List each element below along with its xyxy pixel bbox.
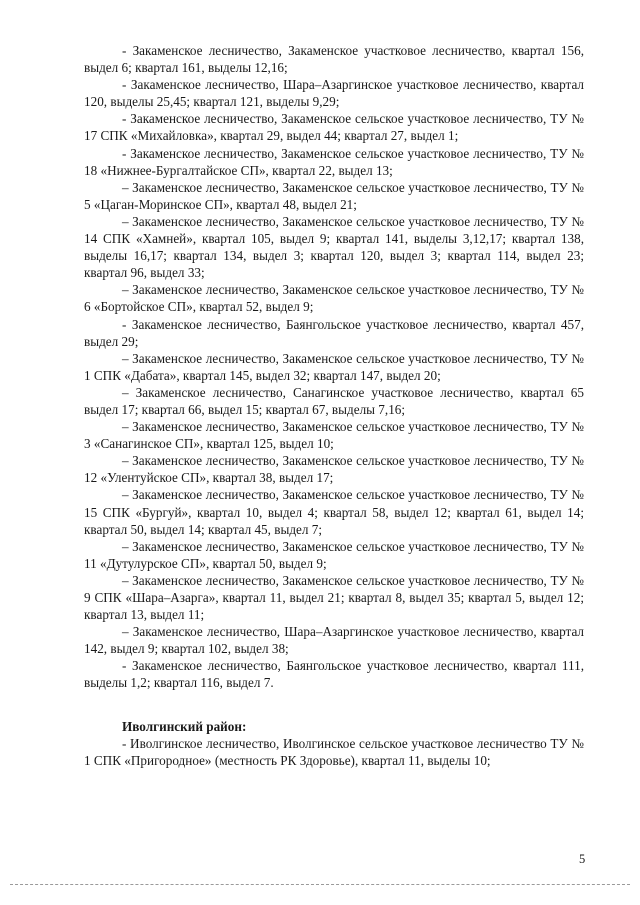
list-item: – Закаменское лесничество, Закаменское сельское участковое лесничество, ТУ № 11 «Дутулурское СП», квартал 50, выдел 9; bbox=[84, 538, 584, 571]
list-item: – Закаменское лесничество, Закаменское сельское участковое лесничество, ТУ № 12 «Улентуйское СП», квартал 38, выдел 17; bbox=[84, 453, 584, 486]
list-item: – Закаменское лесничество, Шара–Азаргинское участковое лесничество, квартал 142, выдел 9; квартал 102, выдел 38; bbox=[84, 624, 584, 657]
list-item: - Закаменское лесничество, Шара–Азаргинское участковое лесничество, квартал 120, выделы 25,45; квартал 121, выделы 9,29; bbox=[84, 77, 584, 110]
list-item: – Закаменское лесничество, Закаменское сельское участковое лесничество, ТУ № 1 СПК «Дабата», квартал 145, выдел 32; квартал 147, выдел 20; bbox=[84, 350, 584, 383]
list-item: – Закаменское лесничество, Закаменское сельское участковое лесничество, ТУ № 9 СПК «Шара–Азарга», квартал 11, выдел 21; квартал 8, выдел 35; квартал 5, выдел 12; квартал 13, выдел 11; bbox=[84, 572, 584, 623]
list-item: – Закаменское лесничество, Закаменское сельское участковое лесничество, ТУ № 15 СПК «Бургуй», квартал 10, выдел 4; квартал 58, выдел 12; квартал 61, выдел 14; квартал 50, выдел 14; квартал 45, выдел 7; bbox=[84, 487, 584, 537]
list-item: – Закаменское лесничество, Закаменское сельское участковое лесничество, ТУ № 5 «Цаган-Моринское СП», квартал 48, выдел 21; bbox=[84, 179, 584, 212]
list-item: – Закаменское лесничество, Закаменское сельское участковое лесничество, ТУ № 6 «Бортойское СП», квартал 52, выдел 9; bbox=[84, 282, 584, 315]
list-item: - Закаменское лесничество, Закаменское участковое лесничество, квартал 156, выдел 6; квартал 161, выделы 12,16; bbox=[84, 43, 584, 76]
document-body bbox=[84, 42, 584, 769]
list-item: - Закаменское лесничество, Закаменское сельское участковое лесничество, ТУ № 18 «Нижнее-Бургалтайское СП», квартал 22, выдел 13; bbox=[84, 145, 584, 178]
list-item: - Закаменское лесничество, Баянгольское участковое лесничество, квартал 457, выдел 29; bbox=[84, 316, 584, 349]
section-heading: Иволгинский район: bbox=[122, 718, 247, 734]
list-item: - Закаменское лесничество, Закаменское сельское участковое лесничество, ТУ № 17 СПК «Михайловка», квартал 29, выдел 44; квартал 27, выдел 1; bbox=[84, 111, 584, 144]
list-item: - Закаменское лесничество, Баянгольское участковое лесничество, квартал 111, выделы 1,2; квартал 116, выдел 7. bbox=[84, 658, 584, 691]
list-item: - Иволгинское лесничество, Иволгинское сельское участковое лесничество ТУ № 1 СПК «Пригородное» (местность РК Здоровье), квартал 11, выделы 10; bbox=[84, 735, 584, 768]
page-number: 5 bbox=[579, 852, 586, 866]
list-item: – Закаменское лесничество, Закаменское сельское участковое лесничество, ТУ № 14 СПК «Хамней», квартал 105, выдел 9; квартал 141, выделы 3,12,17; квартал 138, выделы 16,17; квартал 134, выдел 3; квартал 120, выдел 3; квартал 114, выдел 23; квартал 96, выдел 33; bbox=[84, 213, 584, 281]
list-item: – Закаменское лесничество, Санагинское участковое лесничество, квартал 65 выдел 17; квартал 66, выдел 15; квартал 67, выделы 7,16; bbox=[84, 384, 584, 417]
scan-artifact-line bbox=[10, 884, 630, 885]
list-item: – Закаменское лесничество, Закаменское сельское участковое лесничество, ТУ № 3 «Санагинское СП», квартал 125, выдел 10; bbox=[84, 419, 584, 452]
